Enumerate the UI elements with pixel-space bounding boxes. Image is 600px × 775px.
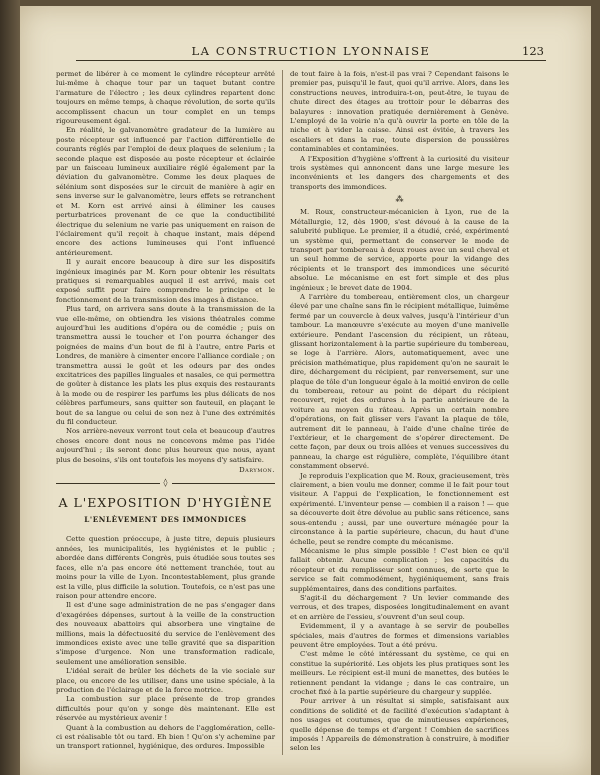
paragraph: Mécanisme le plus simple possible ! C'est bien ce qu'il fallait obtenir. Aucune complication ; les capacités du récepteur et du remplisseur sont connues, de sorte que le service se fait commodément, hygiéniquement, sans frais supplémentaires, dans des conditions parfaites. bbox=[290, 546, 509, 593]
paragraph: Plus tard, on arrivera sans doute à la transmission de la vue elle-même, on obtiendra les visions théatrales comme aujourd'hui les auditions d'opéra ou de comédie ; puis on transmettra aussi le toucher et l'on pourra échanger des poignées de mains d'un bout de fil à l'autre, entre Paris et Londres, de manière à cimenter encore l'alliance cordiale ; on transmettra aussi le goût et les odeurs par des ondes excitatrices des papilles linguales et nasales, ce qui permettra de goûter à distance les plats les plus exquis des restaurants à la mode ou de respirer les parfums les plus délicats de nos célèbres parfumeurs, sans quitter son fauteuil, en plaçant le bout de sa langue ou celui de son nez à l'une des extrémités du fil conducteur. bbox=[56, 305, 275, 427]
section-title: A L'EXPOSITION D'HYGIÈNE bbox=[58, 495, 273, 511]
paragraph: permet de libérer à ce moment le cylindre récepteur arrêté lui-même à chaque tour par un taquet butant contre l'armature de l'électro ; les deux cylindres repartent donc toujours en même temps, à chaque révolution, de sorte qu'ils accomplissent chacun un tour complet en un temps rigoureusement égal. bbox=[56, 70, 275, 126]
paragraph: Il est d'une sage administration de ne pas s'engager dans d'exagérées dépenses, surtout à la veille de la construction des nouveaux abattoirs qui absorbera une vingtaine de millions, mais la défectuosité du service de l'enlèvement des immondices existe avec une telle gravité que sa disparition s'impose d'urgence. Non une transformation radicale, seulement une amélioration sensible. bbox=[56, 601, 275, 666]
author-signature: Darymon. bbox=[239, 466, 275, 475]
right-column bbox=[290, 70, 509, 754]
page-number: 123 bbox=[522, 44, 544, 58]
divider-ornament-icon: ◊ bbox=[160, 477, 172, 489]
paragraph: C'est même le côté intéressant du système, ce qui en constitue la supériorité. Les objets les plus pratiques sont les meilleurs. Le récipient est-il muni de manettes, des butées le retiennent pendant la vidange ; dans le cas contraire, un crochet fixé à la partie supérieure du chargeur y supplée. bbox=[290, 650, 509, 696]
section-divider bbox=[56, 477, 275, 489]
left-column bbox=[56, 70, 275, 752]
paragraph: M. Roux, constructeur-mécanicien à Lyon, rue de la Métallurgie, 12, dès 1900, s'est dévoué à la cause de la salubrité publique. Le premier, il a étudié, créé, expérimenté un système qui, permettant de conserver le mode de transport par tombereau à deux roues avec un seul cheval et un seul homme de service, apporte pour la vidange des récipients et le transport des immondices une sécurité absolue. Le mécanisme en est fort simple et des plus ingénieux ; le brevet date de 1904. bbox=[290, 208, 509, 292]
paragraph: Nos arrière-neveux verront tout cela et beaucoup d'autres choses encore dont nous ne concevons même pas l'idée aujourd'hui ; ils seront donc plus heureux que nous, ayant plus de besoins, s'ils ont toutefois les moyens d'y satisfaire. bbox=[56, 427, 275, 464]
paragraph: L'idéal serait de brûler les déchets de la vie sociale sur place, ou encore de les utiliser, dans une usine spéciale, à la production de l'éclairage et de la force motrice. bbox=[56, 667, 275, 694]
section-subtitle: L'ENLÈVEMENT DES IMMONDICES bbox=[84, 515, 247, 525]
paragraph: A l'arrière du tombereau, entièrement clos, un chargeur élevé par une chaîne sans fin le récipient métallique, luimême fermé par un couvercle à deux valves, jusqu'à l'intérieur d'un tambour. La manœuvre s'exécute au moyen d'une manivelle extérieure. Pendant l'ascension du récipient, un râteau, glissant horizontalement à la partie supérieure du tombereau, se loge à l'arrière. Alors, automatiquement, avec une précision mathématique, plus rapidement qu'on ne saurait le dire, déchargement du récipient, par renversement, sur une plaque de tôle d'un longueur égale à la moitié environ de celle du tombereau, retour au point de départ du récipient recouvert, rejet des ordures à la partie antérieure de la voiture au moyen du râteau. Après un certain nombre d'opérations, on fait glisser vers l'avant la plaque de tôle, autrement dit le panneau, à l'aide d'une chaîne tirée de l'extérieur, et le chargement de s'opérer directement. De cette façon, par deux ou trois allées et venues successives du panneau, la charge est régulière, complète, l'équilibre étant constamment observé. bbox=[290, 292, 509, 471]
paragraph: A l'Exposition d'hygiène s'offrent à la curiosité du visiteur trois systèmes qui annoncent dans une large mesure les inconvénients et les dangers des chargements et des transports des immondices. bbox=[290, 154, 509, 191]
paragraph: Quant à la combustion au dehors de l'agglomération, celle-ci est réalisable tôt ou tard. Eh bien ! Qu'on s'y achemine par un transport rationnel, hygiénique, des ordures. Impossible bbox=[56, 723, 275, 751]
running-title: LA CONSTRUCTION LYONNAISE bbox=[191, 44, 431, 58]
paragraph: Cette question préoccupe, à juste titre, depuis plusieurs années, les municipalités, les hygiénistes et le public ; abordée dans différents Congrès, puis étudiée sous toutes ses faces, elle n'a pas encore été nettement tranchée, tout au moins pour la ville de Lyon. Incontestablement, plus grande est la ville, plus difficile la solution. Toutefois, ce n'est pas une raison pour attendre encore. bbox=[56, 535, 275, 600]
paragraph: En réalité, le galvanomètre gradateur de la lumière au poste récepteur est influencé par l'action différentielle de courants réglés par l'emploi de deux plaques de selenium ; la seconde plaque est disposée au poste récepteur et éclairée par un faisceau lumineux auxiliaire réglé également par la déviation du galvanomètre. Comme les deux plaques de sélénium sont disposées sur le circuit de manière à agir en sens inverse sur le galvanomètre, leurs effets se retranchent et M. Korn est arrivé ainsi à éliminer les causes perturbatrices provenant de ce que la conductibilité électrique du selenium ne varie pas uniquement en raison de l'éclairement qu'il reçoit à chaque instant, mais dépend encore des actions lumineuses qui l'ont influencé antérieurement. bbox=[56, 126, 275, 257]
book-spine bbox=[0, 0, 20, 775]
paragraph: S'agit-il du déchargement ? Un levier commande des verrous, et des trapes, disposées longitudinalement en avant et en arrière de l'essieu, s'ouvrent d'un seul coup. bbox=[290, 593, 509, 621]
paragraph: Il y aurait encore beaucoup à dire sur les dispositifs ingénieux imaginés par M. Korn pour obtenir les résultats pratiques si remarquables auquel il est arrivé, mais cet exposé suffit pour faire comprendre le principe et le fonctionnement de la transmission des images à distance. bbox=[56, 258, 275, 304]
asterism-icon: ⁂ bbox=[395, 195, 404, 205]
paragraph: La combustion sur place présente de trop grandes difficultés pour qu'on y songe dès maintenant. Elle est réservée au mystérieux avenir ! bbox=[56, 695, 275, 723]
paragraph: Pour arriver à un résultat si simple, satisfaisant aux conditions de solidité et de facilité d'exécution s'adaptant à nos usages et coutumes, que de minutieuses expériences, quelle dépense de temps et d'argent ! Combien de sacrifices imposés ! Appareils de démonstration à construire, à modifier selon les bbox=[290, 697, 509, 753]
page-header bbox=[76, 40, 546, 61]
paragraph: Je reproduis l'explication que M. Roux, gracieusement, très clairement, a bien voulu me donner, comme il le fait pour tout visiteur. A l'appui de l'explication, le fonctionnement est expérimenté. L'inventeur pense — combien il a raison ! — que sa découverte doit être dévolue au public sans réticence, sans sous-entendu ; aussi, par une ouverture ménagée pour la circonstance à la partie supérieure, chacun, du haut d'une échelle, peut se rendre compte du mécanisme. bbox=[290, 471, 509, 546]
journal-page bbox=[20, 6, 591, 775]
paragraph: Evidemment, il y a avantage à se servir de poubelles spéciales, mais d'autres de formes et dimensions variables peuvent être employées. Tout a été prévu. bbox=[290, 622, 509, 649]
column-rule bbox=[282, 70, 283, 755]
paragraph: de tout faire à la fois, n'est-il pas vrai ? Cependant faisons le premier pas, puisqu'il le faut, quoi qu'il arrive. Alors, dans les constructions neuves, introduira-t-on, peut-être, le tuyau de chute direct des étages au trottoir pour le débarras des balayures : innovation pratiquée dernièrement à Genève. L'employé de la voirie n'a qu'à ouvrir la porte en tôle de la niche et à vider la caisse. Ainsi est évitée, à travers les escaliers et dans la rue, toute dispersion de poussières contaminables et contaminées. bbox=[290, 70, 509, 154]
